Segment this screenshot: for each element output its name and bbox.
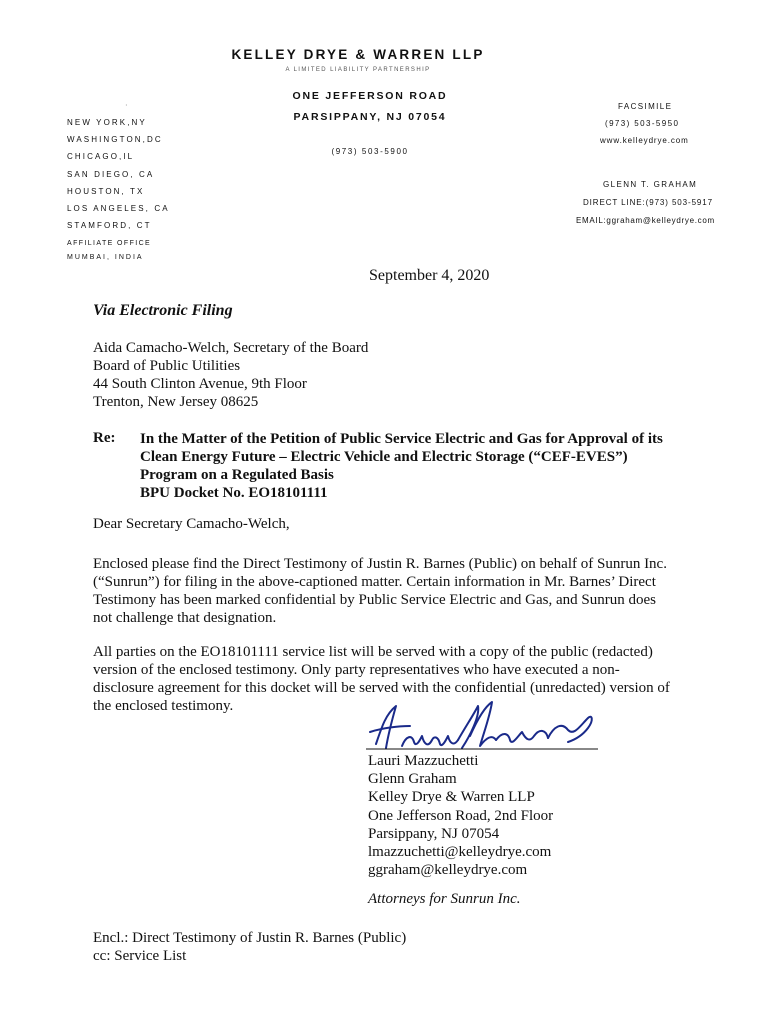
recipient-line: 44 South Clinton Avenue, 9th Floor bbox=[93, 376, 307, 392]
attorney-name: GLENN T. GRAHAM bbox=[603, 180, 698, 189]
office-item: STAMFORD, CT bbox=[67, 221, 152, 231]
subject-line: In the Matter of the Petition of Public Service Electric and Gas for Approval of its bbox=[140, 431, 663, 447]
email-address: EMAIL:ggraham@kelleydrye.com bbox=[576, 216, 715, 225]
affiliate-office-label: AFFILIATE OFFICE bbox=[67, 240, 152, 248]
recipient-address bbox=[93, 339, 368, 411]
letterhead-dot: · bbox=[125, 101, 128, 110]
firm-name: KELLEY DRYE & WARREN LLP bbox=[231, 47, 485, 62]
signatory-line: Kelley Drye & Warren LLP bbox=[368, 789, 535, 806]
website: www.kelleydrye.com bbox=[600, 136, 689, 145]
signatory-line: ggraham@kelleydrye.com bbox=[368, 862, 528, 879]
footer-notes bbox=[93, 929, 406, 965]
facsimile-label: FACSIMILE bbox=[618, 102, 673, 111]
signature-image bbox=[362, 696, 602, 756]
recipient-line: Board of Public Utilities bbox=[93, 358, 241, 374]
office-list bbox=[67, 118, 170, 272]
signatory-line: Parsippany, NJ 07054 bbox=[368, 825, 500, 842]
office-item: HOUSTON, TX bbox=[67, 186, 145, 196]
paragraph-line: All parties on the EO18101111 service list will be served with a copy of the public (redacted) bbox=[93, 644, 653, 660]
attorneys-for: Attorneys for Sunrun Inc. bbox=[368, 891, 521, 907]
paragraph-line: Enclosed please find the Direct Testimony of Justin R. Barnes (Public) on behalf of Sunrun Inc. bbox=[93, 556, 667, 572]
signatory-line: lmazzuchetti@kelleydrye.com bbox=[368, 844, 552, 861]
paragraph-line: disclosure agreement for this docket will be served with the confidential (unredacted) version of bbox=[93, 680, 670, 696]
signature-block bbox=[368, 752, 553, 879]
direct-line: DIRECT LINE:(973) 503-5917 bbox=[583, 198, 713, 207]
office-item: SAN DIEGO, CA bbox=[67, 169, 155, 179]
affiliate-office: MUMBAI, INDIA bbox=[67, 254, 144, 262]
firm-subtitle: A LIMITED LIABILITY PARTNERSHIP bbox=[285, 67, 431, 73]
re-label: Re: bbox=[93, 430, 116, 446]
body-paragraph-1 bbox=[93, 555, 693, 627]
subject-block bbox=[140, 430, 700, 502]
delivery-method: Via Electronic Filing bbox=[93, 302, 233, 319]
paragraph-line: the enclosed testimony. bbox=[93, 698, 234, 714]
letter-date: September 4, 2020 bbox=[369, 267, 490, 284]
signatory-line: One Jefferson Road, 2nd Floor bbox=[368, 807, 554, 824]
paragraph-line: Testimony has been marked confidential by Public Service Electric and Gas, and Sunrun does bbox=[93, 592, 656, 608]
salutation: Dear Secretary Camacho-Welch, bbox=[93, 516, 290, 532]
paragraph-line: (“Sunrun”) for filing in the above-captioned matter. Certain information in Mr. Barnes’ Direct bbox=[93, 574, 656, 590]
subject-line: Program on a Regulated Basis bbox=[140, 467, 334, 483]
recipient-line: Aida Camacho-Welch, Secretary of the Board bbox=[93, 340, 369, 356]
paragraph-line: version of the enclosed testimony. Only party representatives who have executed a non- bbox=[93, 662, 620, 678]
office-item: NEW YORK,NY bbox=[67, 118, 147, 127]
firm-phone: (973) 503-5900 bbox=[331, 147, 409, 156]
office-item: WASHINGTON,DC bbox=[67, 135, 163, 145]
enclosure-line: Encl.: Direct Testimony of Justin R. Barnes (Public) bbox=[93, 930, 407, 946]
facsimile-number: (973) 503-5950 bbox=[605, 119, 680, 128]
signatory-line: Glenn Graham bbox=[368, 771, 457, 788]
recipient-line: Trenton, New Jersey 08625 bbox=[93, 394, 259, 410]
signatory-line: Lauri Mazzuchetti bbox=[368, 753, 479, 769]
subject-line: Clean Energy Future – Electric Vehicle and Electric Storage (“CEF-EVES”) bbox=[140, 449, 628, 465]
cc-line: cc: Service List bbox=[93, 948, 187, 964]
office-item: LOS ANGELES, CA bbox=[67, 203, 170, 213]
firm-address-line1: ONE JEFFERSON ROAD bbox=[292, 90, 448, 102]
office-item: CHICAGO,IL bbox=[67, 152, 135, 162]
firm-address-line2: PARSIPPANY, NJ 07054 bbox=[293, 111, 447, 123]
paragraph-line: not challenge that designation. bbox=[93, 610, 277, 626]
subject-line: BPU Docket No. EO18101111 bbox=[140, 485, 328, 501]
